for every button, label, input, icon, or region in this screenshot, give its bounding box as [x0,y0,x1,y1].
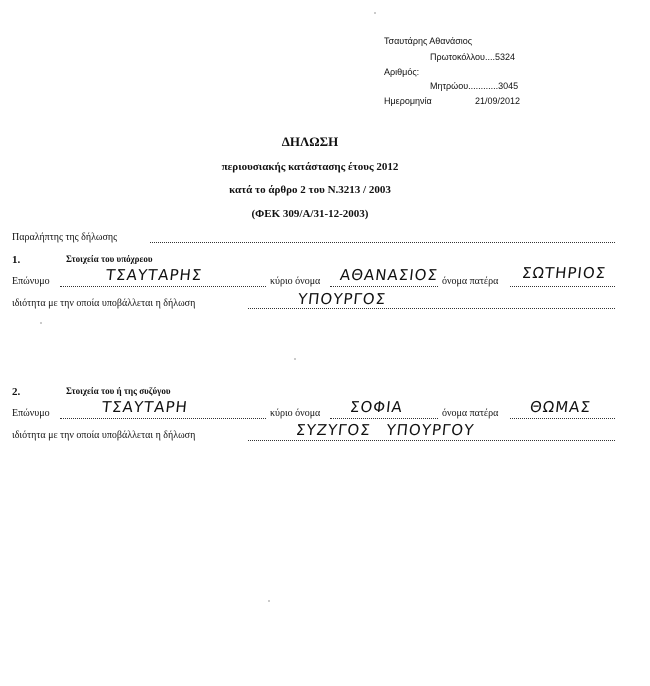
section2-number: 2. [12,386,21,398]
section1-number: 1. [12,254,21,266]
date-label: Ημερομηνία [384,96,432,106]
section2-first-name-label: κύριο όνομα [270,408,321,419]
section1-father-dots [510,286,615,287]
scan-speck [294,358,296,360]
section1-capacity-dots [248,308,615,309]
header-name: Τσαυτάρης Αθανάσιος [384,36,473,46]
section2-capacity-dots [248,440,615,441]
section1-first-name-label: κύριο όνομα [270,276,321,287]
number-label: Αριθμός: [384,67,420,77]
recipient-dotted-line [150,242,615,243]
date-value: 21/09/2012 [475,96,521,106]
section1-capacity-label: ιδιότητα με την οποία υποβάλλεται η δήλωση [12,298,196,309]
section2-heading: Στοιχεία του ή της συζύγου [66,386,171,396]
section2-surname-label: Επώνυμο [12,408,50,419]
section2-surname-value: ΤΣΑΥΤΑΡΗ [101,398,189,416]
protocol-number: Πρωτοκόλλου....5324 [430,52,515,62]
section1-father-value: ΣΩΤΗΡΙΟΣ [521,264,608,282]
section2-father-dots [510,418,615,419]
document-title: ΔΗΛΩΣΗ [281,134,339,149]
section1-surname-label: Επώνυμο [12,276,50,287]
recipient-label: Παραλήπτης της δήλωσης [12,232,118,243]
title-line-2: κατά το άρθρο 2 του Ν.3213 / 2003 [229,184,391,196]
scan-speck [268,600,270,602]
section2-first-name-value: ΣΟΦΙΑ [349,398,404,416]
section1-capacity-value: ΥΠΟΥΡΓΟΣ [297,290,388,308]
section2-capacity-value: ΣΥΖΥΓΟΣ ΥΠΟΥΡΓΟΥ [295,421,476,439]
section2-capacity-label: ιδιότητα με την οποία υποβάλλεται η δήλωση [12,430,196,441]
scan-speck [40,322,42,324]
section1-first-name-dots [330,286,438,287]
section2-father-label: όνομα πατέρα [442,408,499,419]
registry-number: Μητρώου............3045 [430,81,519,91]
section1-surname-value: ΤΣΑΥΤΑΡΗΣ [105,266,204,284]
section1-father-label: όνομα πατέρα [442,276,499,287]
title-line-3: (ΦΕΚ 309/Α/31-12-2003) [251,208,369,220]
title-line-1: περιουσιακής κατάστασης έτους 2012 [221,161,399,173]
section1-heading: Στοιχεία του υπόχρεου [66,254,153,264]
section1-first-name-value: ΑΘΑΝΑΣΙΟΣ [339,266,439,284]
scan-speck [374,12,376,14]
section2-surname-dots [60,418,266,419]
section1-surname-dots [60,286,266,287]
section2-father-value: ΘΩΜΑΣ [529,398,592,416]
section2-first-name-dots [330,418,438,419]
